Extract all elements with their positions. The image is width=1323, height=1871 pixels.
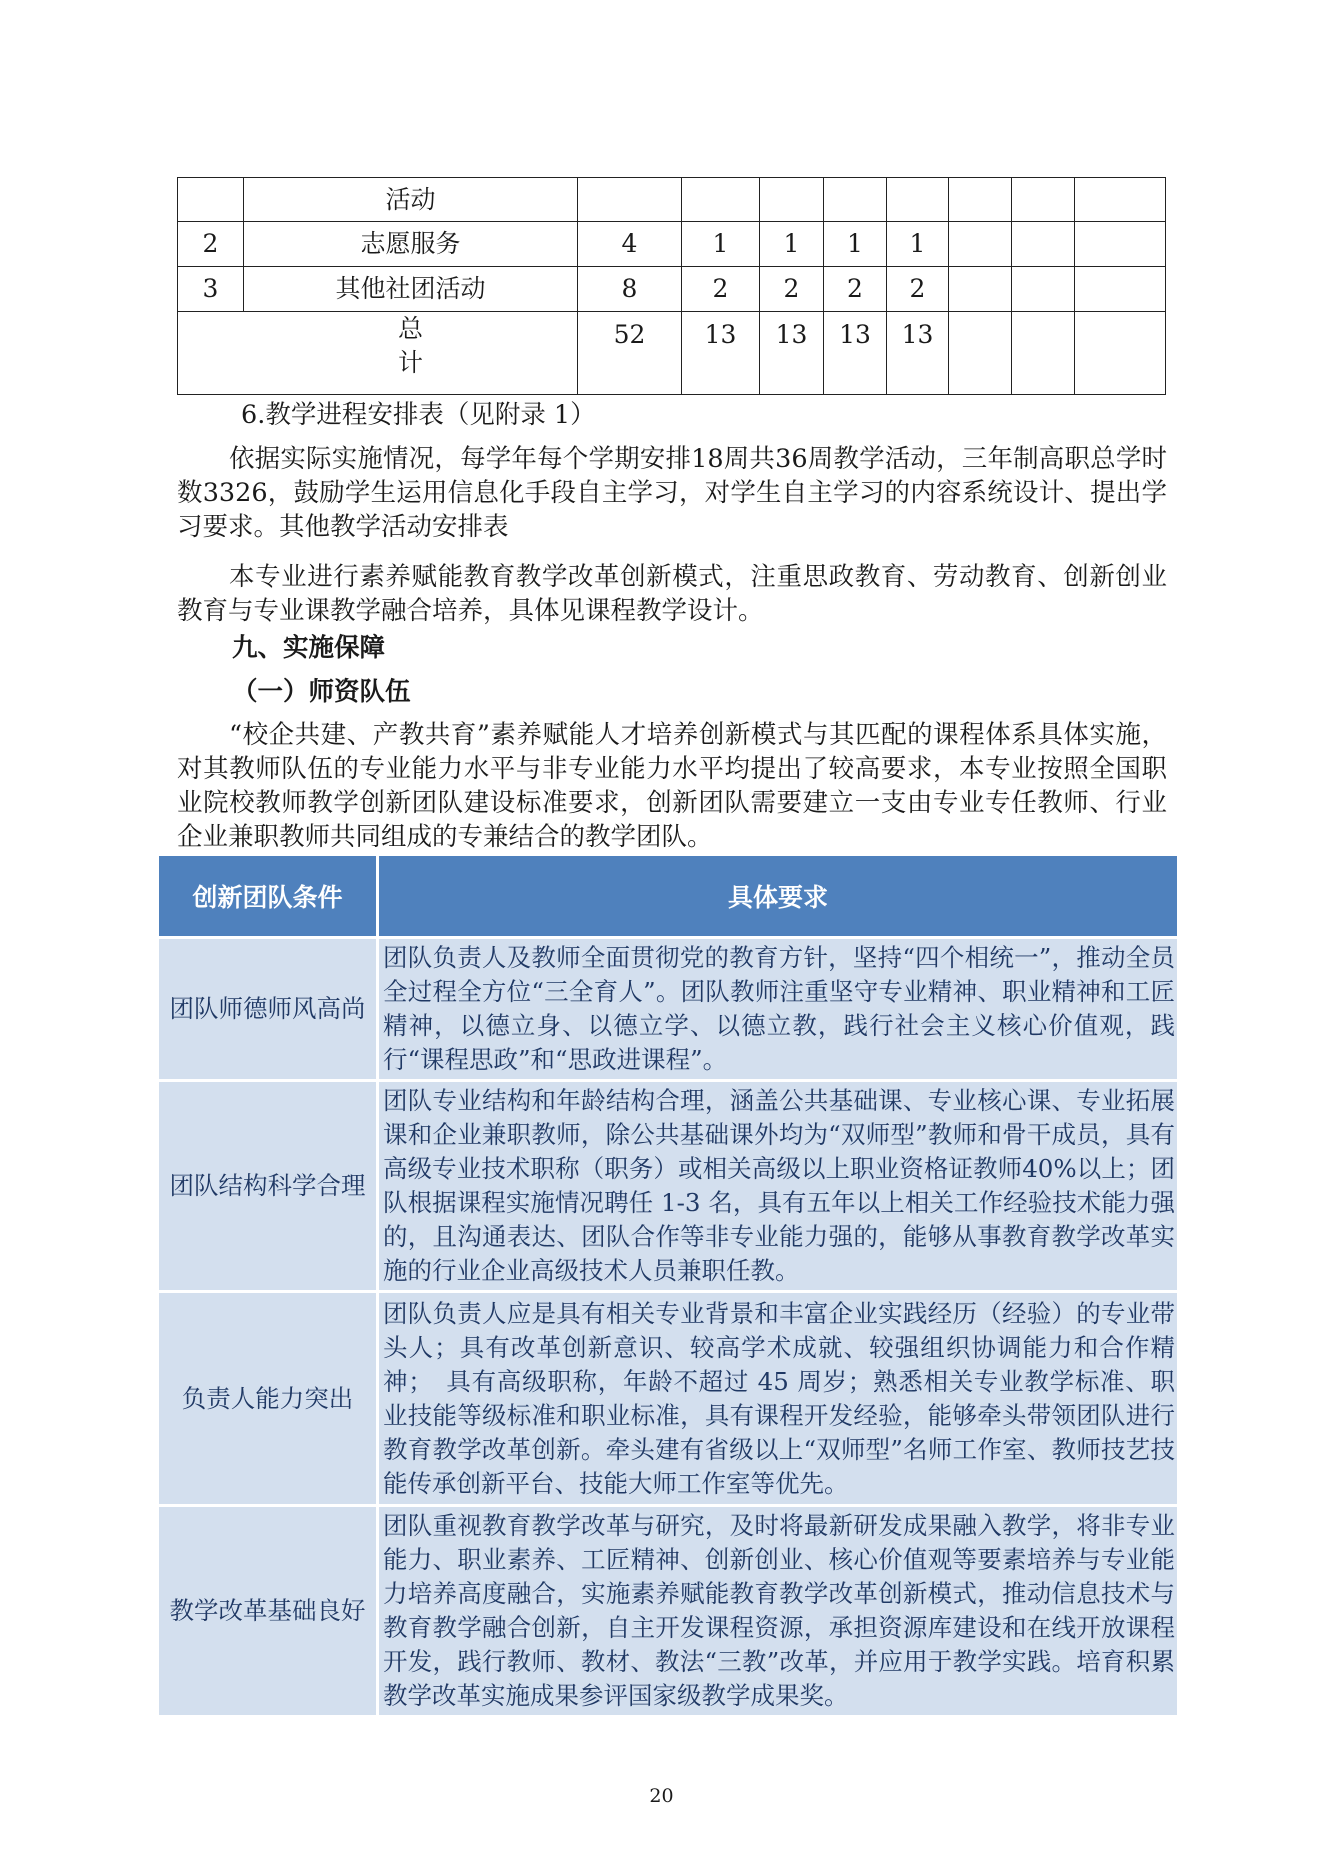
sum-semester-5 <box>949 312 1012 395</box>
row-number: 2 <box>178 222 244 267</box>
semester-7 <box>1075 178 1166 222</box>
table-row <box>178 178 1166 222</box>
paragraph-reform: 本专业进行素养赋能教育教学改革创新模式，注重思政教育、劳动教育、创新创业教育与专业课教学融合培养，具体见课程教学设计。 <box>177 562 1167 626</box>
sum-semester-3: 13 <box>824 312 887 395</box>
requirement-cell: 团队重视教育教学改革与研究，及时将最新研发成果融入教学，将非专业能力、职业素养、工匠精神、创新创业、核心价值观等要素培养与专业能力培养高度融合，实施素养赋能教育教学改革创新模式，推动信息技术与教育教学融合创新，自主开发课程资源，承担资源库建设和在线开放课程开发，践行教师、教材、教法“三教”改革，并应用于教学实践。培育积累教学改革实施成果参评国家级教学成果奖。 <box>379 1507 1177 1718</box>
activity-table <box>177 177 1166 395</box>
paragraph-schedule: 依据实际实施情况，每学年每个学期安排18周共36周教学活动，三年制高职总学时数3326，鼓励学生运用信息化手段自主学习，对学生自主学习的内容系统设计、提出学习要求。其他教学活动安排表 <box>177 444 1167 542</box>
table-header-row <box>159 856 1177 939</box>
semester-2: 1 <box>760 222 824 267</box>
semester-1 <box>682 178 760 222</box>
semester-2 <box>760 178 824 222</box>
table-row <box>159 1507 1177 1718</box>
semester-7 <box>1075 222 1166 267</box>
semester-5 <box>949 267 1012 312</box>
header-condition: 创新团队条件 <box>159 856 379 939</box>
sum-semester-6 <box>1012 312 1075 395</box>
sum-total: 52 <box>578 312 682 395</box>
table-row-total <box>178 312 1166 395</box>
semester-7 <box>1075 267 1166 312</box>
semester-4: 1 <box>887 222 949 267</box>
sum-semester-2: 13 <box>760 312 824 395</box>
semester-1: 2 <box>682 267 760 312</box>
requirement-cell: 团队专业结构和年龄结构合理，涵盖公共基础课、专业核心课、专业拓展课和企业兼职教师，除公共基础课外均为“双师型”教师和骨干成员，具有高级专业技术职称（职务）或相关高级以上职业资格证教师40%以上；团队根据课程实施情况聘任 1-3 名，具有五年以上相关工作经验技术能力强的，且沟通表达、团队合作等非专业能力强的，能够从事教育教学改革实施的行业企业高级技术人员兼职任教。 <box>379 1082 1177 1293</box>
semester-3: 1 <box>824 222 887 267</box>
total-hours: 4 <box>578 222 682 267</box>
semester-5 <box>949 178 1012 222</box>
semester-2: 2 <box>760 267 824 312</box>
semester-4 <box>887 178 949 222</box>
sum-label <box>178 312 578 395</box>
heading-implementation: 九、实施保障 <box>232 633 386 663</box>
header-requirement: 具体要求 <box>379 856 1177 939</box>
table-row <box>159 1082 1177 1293</box>
team-requirements-table <box>159 856 1177 1718</box>
condition-cell: 团队结构科学合理 <box>159 1082 379 1293</box>
page-number: 20 <box>649 1785 674 1807</box>
sum-semester-7 <box>1075 312 1166 395</box>
section-6-title: 6.教学进程安排表（见附录 1） <box>241 400 596 430</box>
sum-label-line1: 总 <box>397 314 423 343</box>
table-row <box>159 1293 1177 1507</box>
row-number <box>178 178 244 222</box>
activity-name: 活动 <box>244 178 578 222</box>
condition-cell: 教学改革基础良好 <box>159 1507 379 1718</box>
paragraph-faculty: “校企共建、产教共育”素养赋能人才培养创新模式与其匹配的课程体系具体实施，对其教师队伍的专业能力水平与非专业能力水平均提出了较高要求，本专业按照全国职业院校教师教学创新团队建设标准要求，创新团队需要建立一支由专业专任教师、行业企业兼职教师共同组成的专兼结合的教学团队。 <box>177 720 1167 852</box>
table-row <box>178 222 1166 267</box>
sum-semester-1: 13 <box>682 312 760 395</box>
semester-1: 1 <box>682 222 760 267</box>
semester-4: 2 <box>887 267 949 312</box>
semester-3 <box>824 178 887 222</box>
semester-6 <box>1012 267 1075 312</box>
semester-6 <box>1012 178 1075 222</box>
requirement-cell: 团队负责人应是具有相关专业背景和丰富企业实践经历（经验）的专业带头人；具有改革创新意识、较高学术成就、较强组织协调能力和合作精神； 具有高级职称，年龄不超过 45 周岁；熟悉相关专业教学标准、职业技能等级标准和职业标准，具有课程开发经验，能够牵头带领团队进行教育教学改革创新。牵头建有省级以上“双师型”名师工作室、教师技艺技能传承创新平台、技能大师工作室等优先。 <box>379 1293 1177 1507</box>
total-hours: 8 <box>578 267 682 312</box>
semester-5 <box>949 222 1012 267</box>
sum-label-line2: 计 <box>397 348 423 377</box>
semester-6 <box>1012 222 1075 267</box>
activity-name: 其他社团活动 <box>244 267 578 312</box>
table-row <box>159 939 1177 1082</box>
total-hours <box>578 178 682 222</box>
condition-cell: 负责人能力突出 <box>159 1293 379 1507</box>
heading-faculty: （一）师资队伍 <box>232 677 411 707</box>
sum-semester-4: 13 <box>887 312 949 395</box>
table-row <box>178 267 1166 312</box>
activity-name: 志愿服务 <box>244 222 578 267</box>
condition-cell: 团队师德师风高尚 <box>159 939 379 1082</box>
row-number: 3 <box>178 267 244 312</box>
requirement-cell: 团队负责人及教师全面贯彻党的教育方针，坚持“四个相统一”，推动全员全过程全方位“三全育人”。团队教师注重坚守专业精神、职业精神和工匠精神，以德立身、以德立学、以德立教，践行社会主义核心价值观，践行“课程思政”和“思政进课程”。 <box>379 939 1177 1082</box>
semester-3: 2 <box>824 267 887 312</box>
